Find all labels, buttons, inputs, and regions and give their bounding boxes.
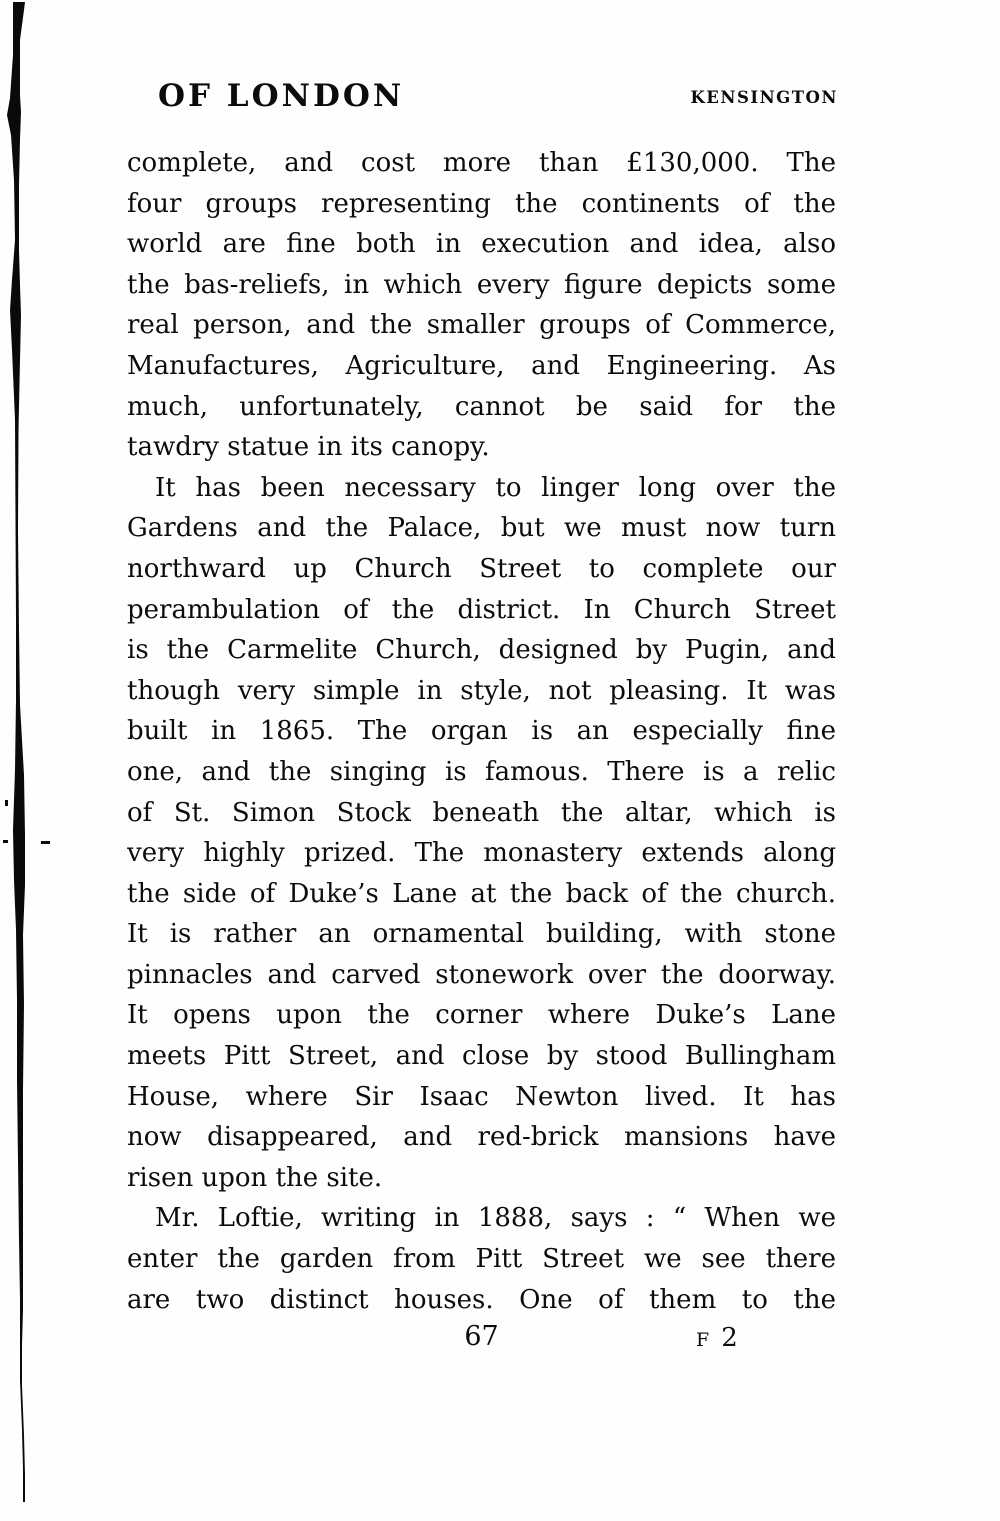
text-line: now disappeared, and red-brick mansions have (127, 1122, 836, 1153)
text-line: risen upon the site. (127, 1162, 383, 1193)
text-line: tawdry statue in its canopy. (127, 432, 490, 463)
text-line: meets Pitt Street, and close by stood Bullingham (127, 1041, 836, 1072)
text-line: though very simple in style, not pleasing. It was (127, 675, 836, 706)
text-line: Manufactures, Agriculture, and Engineering. As (127, 350, 836, 381)
text-line: complete, and cost more than £130,000. The (127, 148, 836, 178)
text-line: enter the garden from Pitt Street we see there (127, 1244, 836, 1275)
page-number: 67 (464, 1321, 499, 1352)
text-line: built in 1865. The organ is an especially fine (127, 716, 836, 747)
printers-signature (696, 1322, 738, 1357)
text-line: pinnacles and carved stonework over the doorway. (127, 959, 836, 990)
text-line: one, and the singing is famous. There is a relic (127, 756, 836, 787)
text-line: world are fine both in execution and idea, also (127, 229, 836, 260)
text-line: It opens upon the corner where Duke’s Lane (127, 1000, 836, 1031)
text-line: very highly prized. The monastery extends along (127, 838, 836, 869)
running-head: KENSINGTON (690, 88, 838, 107)
text-line: the bas-reliefs, in which every figure depicts some (127, 269, 836, 300)
signature-number: 2 (721, 1323, 738, 1353)
text-line: much, unfortunately, cannot be said for the (127, 391, 836, 422)
text-line: four groups representing the continents of the (127, 188, 836, 219)
text-line: Mr. Loftie, writing in 1888, says : “ When we (155, 1203, 836, 1234)
text-line: real person, and the smaller groups of Commerce, (127, 310, 836, 341)
text-line: are two distinct houses. One of them to the (127, 1284, 836, 1315)
text-line: Gardens and the Palace, but we must now turn (127, 513, 836, 544)
text-line: the side of Duke’s Lane at the back of the church. (127, 878, 836, 909)
text-line: It has been necessary to linger long over the (155, 472, 836, 503)
signature-letter: F (696, 1329, 712, 1351)
text-line: House, where Sir Isaac Newton lived. It has (127, 1081, 836, 1112)
body-text (127, 143, 836, 1320)
page-title: OF LONDON (158, 78, 405, 114)
text-line: northward up Church Street to complete our (127, 553, 836, 584)
text-line: perambulation of the district. In Church Street (127, 594, 836, 625)
scan-gutter-artifact (0, 0, 60, 1521)
text-line: of St. Simon Stock beneath the altar, which is (127, 797, 836, 828)
text-line: It is rather an ornamental building, with stone (127, 919, 836, 950)
text-line: is the Carmelite Church, designed by Pugin, and (127, 635, 836, 666)
